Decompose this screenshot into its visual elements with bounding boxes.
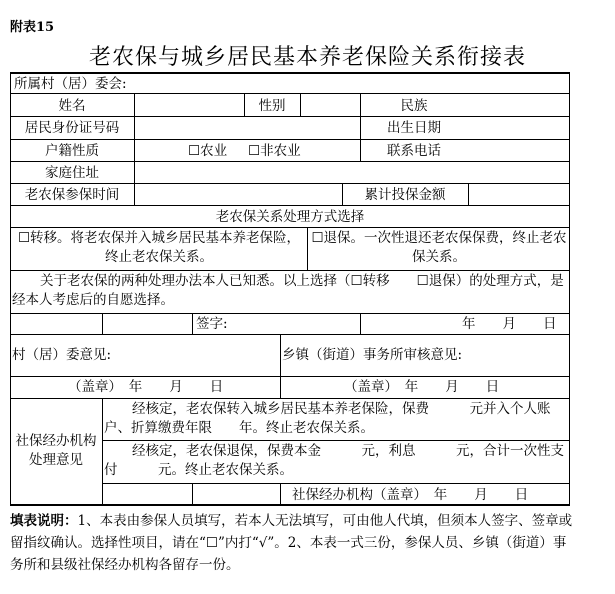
enroll-time-label: 老农保参保时间 (24, 187, 120, 203)
village-committee-label: 所属村（居）委会: (14, 76, 127, 92)
village-seal-date: （盖章） 年 月 日 (68, 379, 224, 395)
household-agri-checkbox[interactable]: ☐农业 (188, 143, 228, 159)
col-line (134, 183, 135, 205)
row-line (10, 313, 570, 314)
row-line (102, 440, 570, 441)
id-number-label: 居民身份证号码 (24, 120, 120, 136)
row-line (10, 139, 570, 140)
household-type-label: 户籍性质 (45, 143, 99, 159)
row-line (10, 270, 570, 271)
town-seal-date: （盖章） 年 月 日 (344, 379, 500, 395)
row-line (10, 161, 570, 162)
method-header: 老农保关系处理方式选择 (215, 209, 365, 225)
row-line (10, 376, 570, 377)
col-line (102, 313, 103, 334)
col-line (468, 183, 469, 205)
agency-withdraw-text: 经核定，老农保退保，保费本金 元，利息 元，合计一次性支付 元。终止老农保关系。 (104, 443, 564, 478)
form-notes (10, 510, 575, 576)
agency-transfer-text: 经核定，老农保转入城乡居民基本养老保险，保费 元并入个人账户、折算缴费年限 年。终止老农保关系。 (104, 401, 551, 436)
signature-date: 年 月 日 (462, 316, 557, 332)
appendix-label: 附表15 (10, 20, 55, 35)
col-line (102, 398, 103, 504)
household-nonagri-checkbox[interactable]: ☐非农业 (248, 143, 301, 159)
col-line (192, 483, 193, 504)
row-line (10, 183, 570, 184)
option-withdraw-checkbox[interactable]: ☐退保。一次性退还老农保保费，终止老农保关系。 (311, 230, 567, 265)
form-border-bottom (10, 504, 570, 506)
address-label: 家庭住址 (45, 165, 99, 181)
row-line (10, 116, 570, 117)
gender-label: 性别 (258, 98, 286, 114)
col-line (280, 334, 281, 398)
town-opinion-label: 乡镇（街道）事务所审核意见: (282, 347, 463, 363)
birth-date-label: 出生日期 (387, 120, 441, 136)
col-line (192, 313, 193, 334)
name-label: 姓名 (58, 98, 86, 114)
notes-heading: 填表说明： (10, 513, 78, 529)
col-line (280, 483, 281, 504)
total-paid-label: 累计投保金额 (364, 187, 446, 203)
col-line (307, 227, 308, 270)
row-line (10, 93, 570, 94)
form-table (10, 72, 570, 506)
statement-text: 关于老农保的两种处理办法本人已知悉。以上选择（☐转移 ☐退保）的处理方式，是经本人考虑后的自愿选择。 (12, 273, 564, 308)
option-transfer-checkbox[interactable]: ☐转移。将老农保并入城乡居民基本养老保险，终止老农保关系。 (17, 230, 301, 265)
notes-text: 1、本表由参保人员填写，若本人无法填写，可由他人代填，但须本人签字、签章或留指纹确认。选择性项目，请在“☐”内打“√”。2、本表一式三份，参保人员、乡镇（街道）事务所和县级社保经办机构各留存一份。 (10, 513, 573, 573)
form-border-left (10, 72, 11, 506)
phone-label: 联系电话 (387, 143, 441, 159)
agency-seal-date: 社保经办机构（盖章） 年 月 日 (292, 487, 529, 503)
row-line (10, 334, 570, 335)
row-line (10, 227, 570, 228)
agency-opinion-label: 社保经办机构处理意见 (15, 433, 97, 468)
signature-label: 签字: (196, 316, 228, 332)
row-line (10, 205, 570, 206)
row-line (10, 398, 570, 399)
col-line (300, 94, 301, 116)
col-line (360, 313, 361, 334)
page-title: 老农保与城乡居民基本养老保险关系衔接表 (88, 45, 526, 70)
village-opinion-label: 村（居）委意见: (12, 347, 112, 363)
form-border-top (10, 72, 570, 74)
row-line (102, 483, 570, 484)
ethnicity-label: 民族 (400, 98, 428, 114)
